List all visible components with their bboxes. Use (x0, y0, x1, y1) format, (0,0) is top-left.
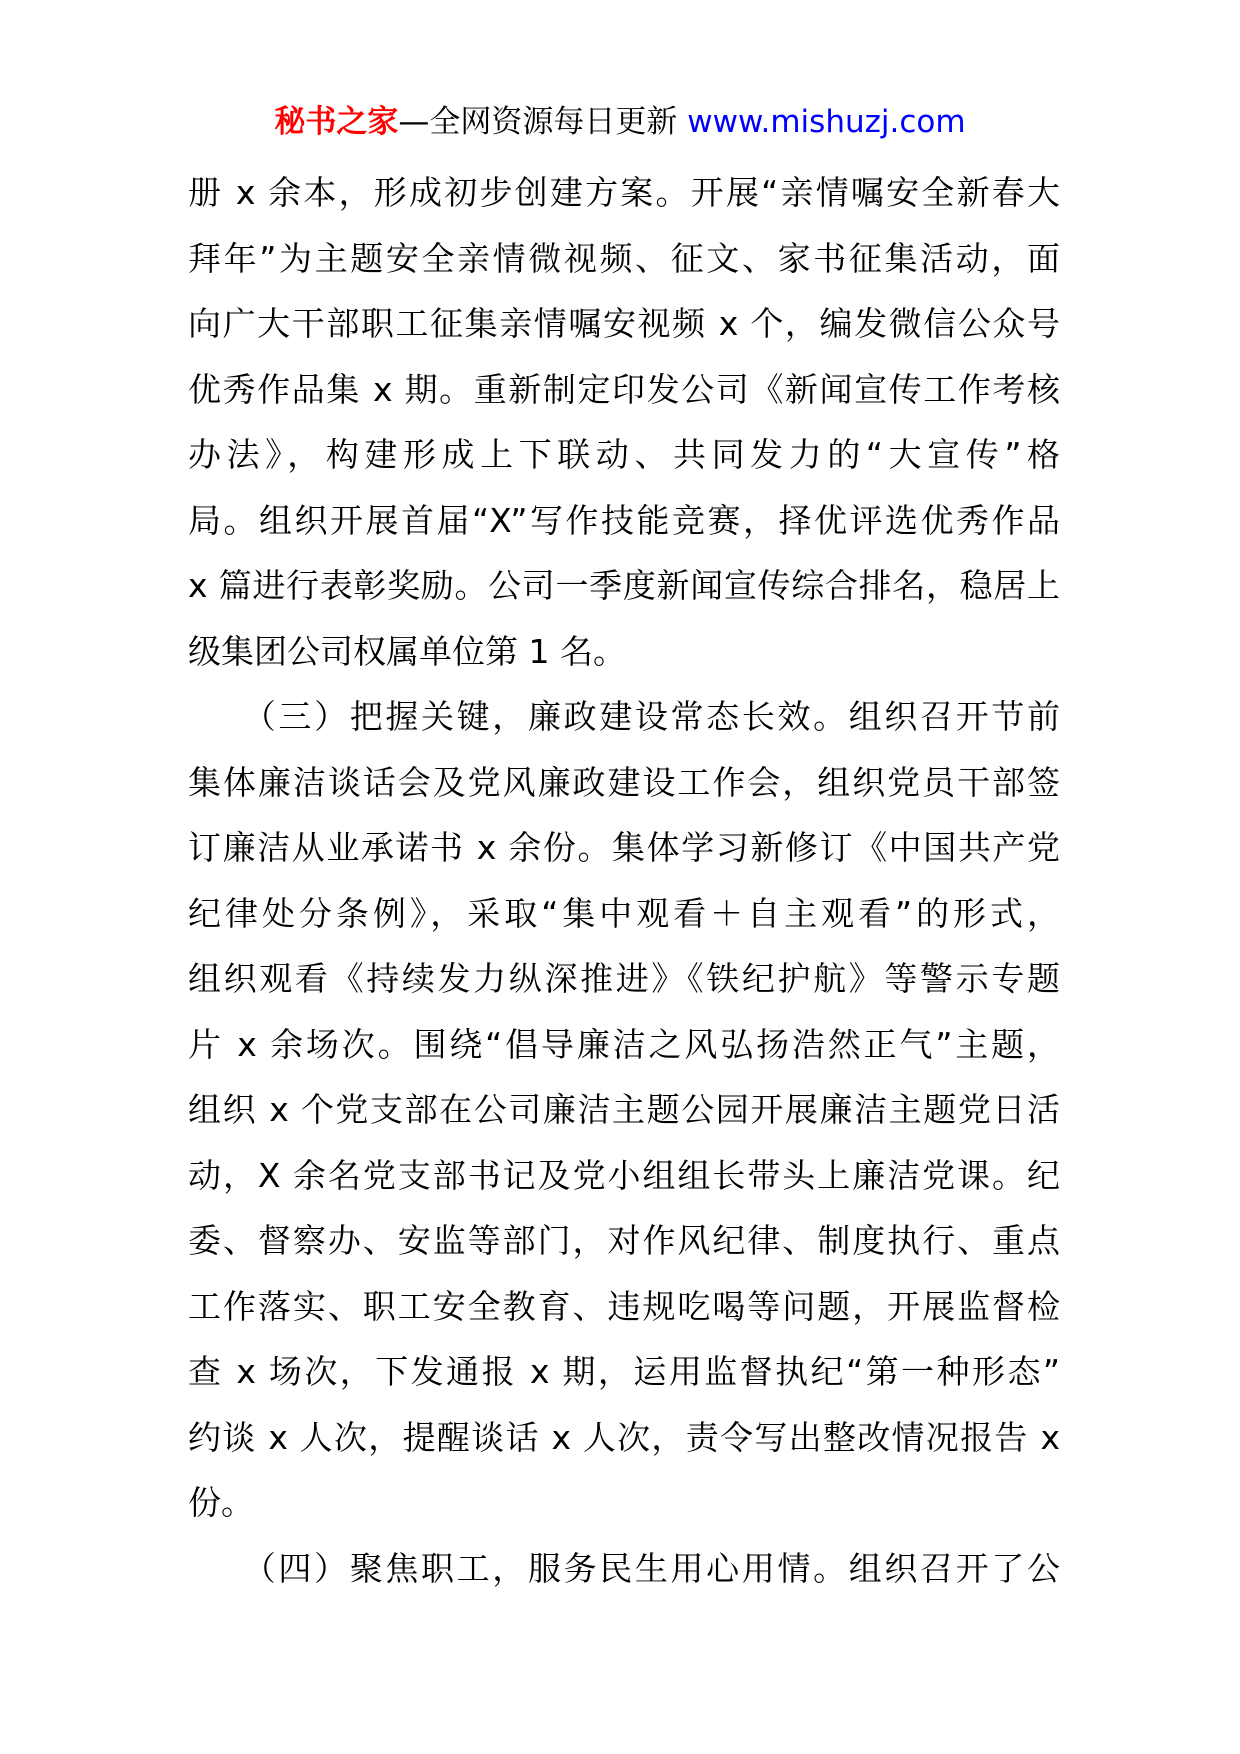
text-line: 片 x 余场次。围绕“倡导廉洁之风弘扬浩然正气”主题， (188, 1024, 1060, 1064)
header-tagline: —全网资源每日更新 (398, 104, 678, 140)
text-line: 委、督察办、安监等部门，对作风纪律、制度执行、重点 (188, 1221, 1060, 1260)
text-line: 订廉洁从业承诺书 x 余份。集体学习新修订《中国共产党 (188, 828, 1060, 867)
text-line: 组织 x 个党支部在公司廉洁主题公园开展廉洁主题党日活 (188, 1090, 1060, 1129)
text-line: 份。 (188, 1483, 254, 1522)
text-line: 工作落实、职工安全教育、违规吃喝等问题，开展监督检 (188, 1286, 1060, 1326)
text-line: 办法》，构建形成上下联动、共同发力的“大宣传”格 (188, 435, 1060, 474)
text-line: 组织观看《持续发力纵深推进》《铁纪护航》等警示专题 (188, 959, 1060, 998)
text-line: 册 x 余本，形成初步创建方案。开展“亲情嘱安全新春大 (188, 173, 1060, 212)
text-line: 拜年”为主题安全亲情微视频、征文、家书征集活动，面 (188, 238, 1060, 278)
text-line: 向广大干部职工征集亲情嘱安视频 x 个，编发微信公众号 (188, 304, 1060, 343)
text-line: 级集团公司权属单位第 1 名。 (188, 631, 626, 671)
text-line: 纪律处分条例》，采取“集中观看＋自主观看”的形式， (188, 893, 1060, 933)
text-line: x 篇进行表彰奖励。公司一季度新闻宣传综合排名，稳居上 (188, 566, 1060, 605)
site-url-link[interactable]: www.mishuzj.com (687, 104, 966, 140)
text-line: 动，X 余名党支部书记及党小组组长带头上廉洁党课。纪 (188, 1155, 1060, 1195)
text-line: 查 x 场次，下发通报 x 期，运用监督执纪“第一种形态” (188, 1352, 1060, 1391)
text-line: 约谈 x 人次，提醒谈话 x 人次，责令写出整改情况报告 x (188, 1417, 1060, 1457)
text-line: 集体廉洁谈话会及党风廉政建设工作会，组织党员干部签 (188, 762, 1060, 802)
section-heading-line: （四）聚焦职工，服务民生用心用情。组织召开了公 (188, 1548, 1060, 1588)
section-heading-line: （三）把握关键，廉政建设常态长效。组织召开节前 (188, 697, 1060, 736)
text-line: 局。组织开展首届“X”写作技能竞赛，择优评选优秀作品 (188, 500, 1060, 540)
text-line: 优秀作品集 x 期。重新制定印发公司《新闻宣传工作考核 (188, 369, 1060, 409)
body-text (188, 160, 1060, 1601)
brand-name: 秘书之家 (274, 104, 399, 140)
page-header (0, 100, 1240, 144)
